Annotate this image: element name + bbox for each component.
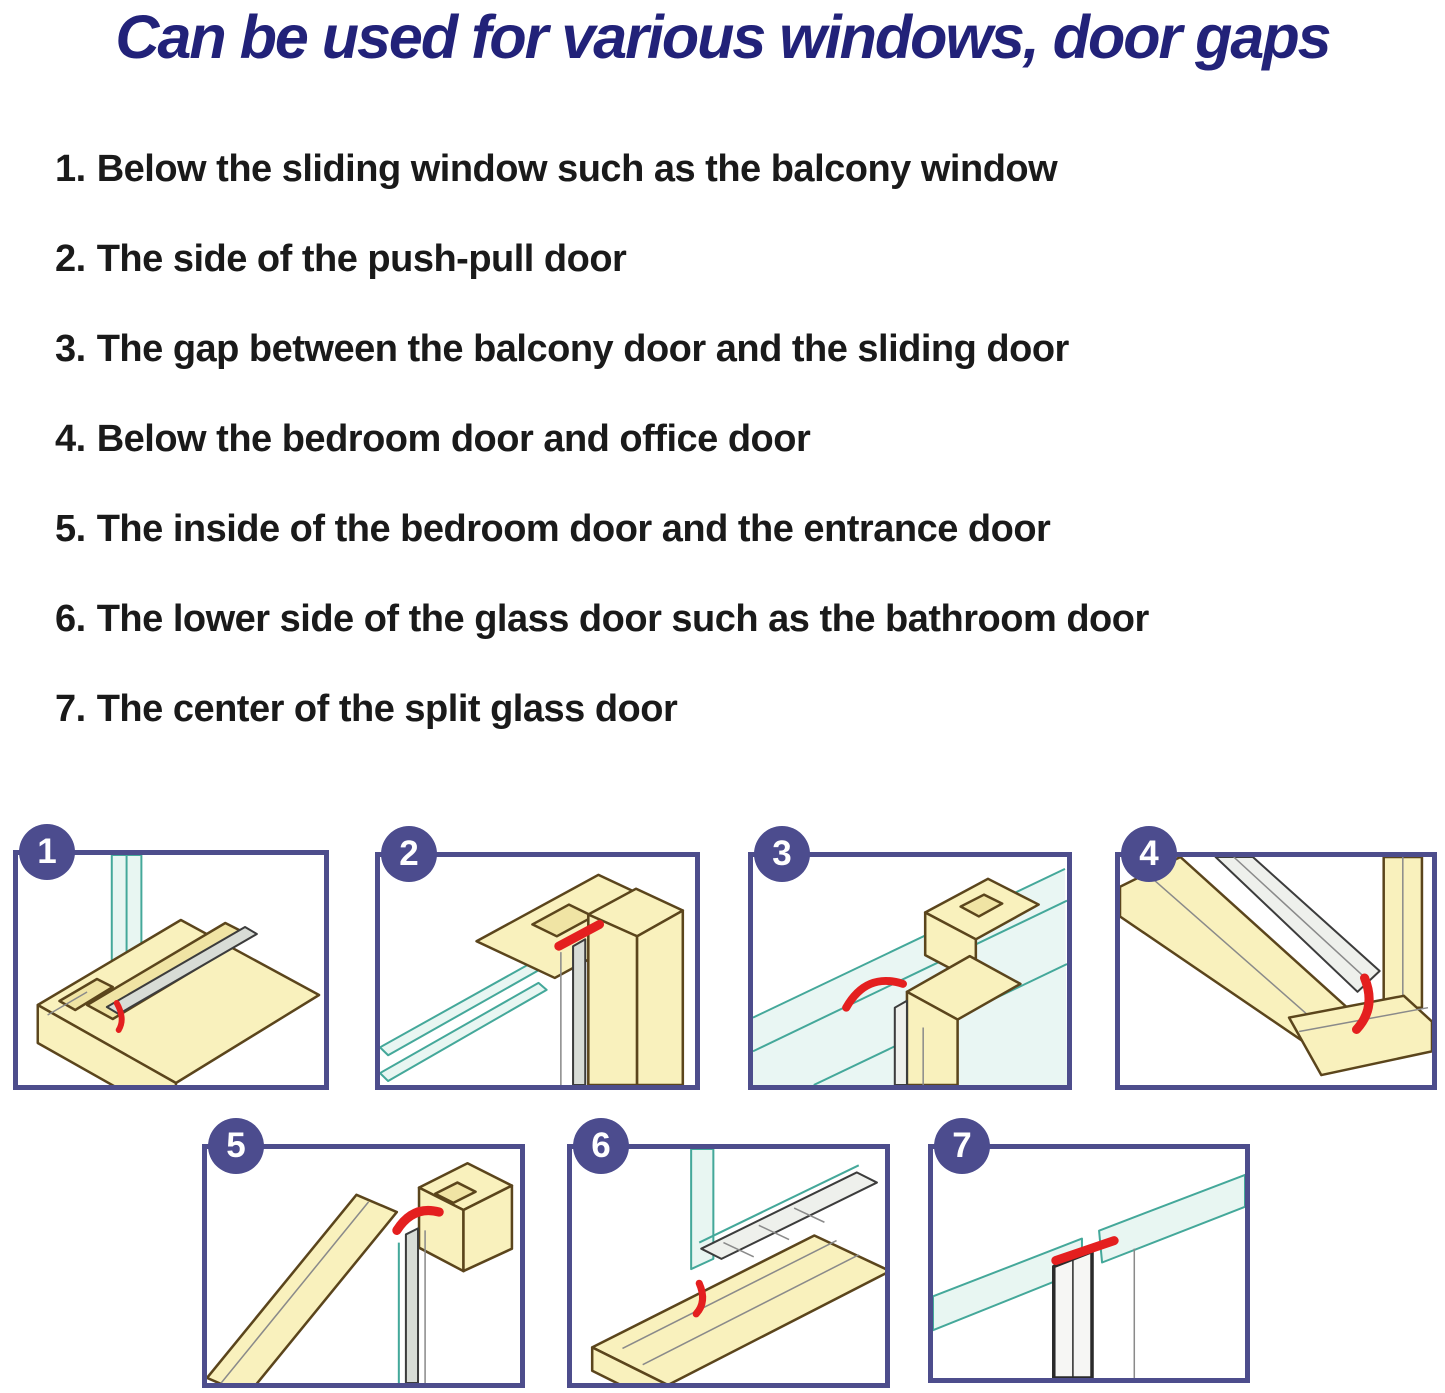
- panel-1-number-badge: 1: [19, 824, 75, 880]
- use-case-text: Below the sliding window such as the balcony window: [96, 148, 1058, 190]
- bedroom-office-door-bottom-diagram: [1120, 857, 1432, 1085]
- use-case-item-6: [55, 596, 1405, 642]
- use-case-item-7: [55, 686, 1405, 732]
- use-case-number: 3.: [55, 328, 86, 370]
- use-case-text: The inside of the bedroom door and the entrance door: [96, 508, 1051, 550]
- panel-4-number-badge: 4: [1121, 826, 1177, 882]
- balcony-sliding-door-gap-diagram: [753, 857, 1067, 1085]
- panel-7-number-badge: 7: [934, 1118, 990, 1174]
- use-case-item-1: [55, 146, 1405, 192]
- diagram-panel-7: [928, 1126, 1250, 1383]
- use-case-text: The side of the push-pull door: [96, 238, 627, 280]
- use-case-number: 5.: [55, 508, 86, 550]
- diagram-panel-3: [748, 834, 1072, 1090]
- push-pull-door-side-diagram: [380, 857, 695, 1085]
- diagram-panel-1: [13, 832, 329, 1090]
- use-case-number: 1.: [55, 148, 86, 190]
- glass-door-lower-side-diagram: [572, 1149, 885, 1383]
- use-case-number: 2.: [55, 238, 86, 280]
- use-case-text: Below the bedroom door and office door: [96, 418, 811, 460]
- use-case-item-5: [55, 506, 1405, 552]
- panel-2-number-badge: 2: [381, 826, 437, 882]
- use-case-list: [55, 146, 1405, 732]
- diagram-panel-2: [375, 834, 700, 1090]
- diagram-panel-4: [1115, 834, 1437, 1090]
- panel-5-number-badge: 5: [208, 1118, 264, 1174]
- use-case-number: 4.: [55, 418, 86, 460]
- page-title: Can be used for various windows, door gaps: [115, 3, 1330, 71]
- panel-6-number-badge: 6: [573, 1118, 629, 1174]
- bedroom-entrance-door-inside-diagram: [207, 1149, 520, 1383]
- use-case-item-4: [55, 416, 1405, 462]
- use-case-number: 6.: [55, 598, 86, 640]
- use-case-item-2: [55, 236, 1405, 282]
- use-case-text: The gap between the balcony door and the sliding door: [96, 328, 1069, 370]
- split-glass-door-center-diagram: [933, 1149, 1245, 1378]
- use-case-number: 7.: [55, 688, 86, 730]
- use-case-item-3: [55, 326, 1405, 372]
- use-case-text: The lower side of the glass door such as the bathroom door: [96, 598, 1149, 640]
- diagram-panel-5: [202, 1126, 525, 1388]
- use-case-text: The center of the split glass door: [96, 688, 678, 730]
- panel-3-number-badge: 3: [754, 826, 810, 882]
- diagram-panel-6: [567, 1126, 890, 1388]
- sliding-window-bottom-track-diagram: [18, 855, 324, 1085]
